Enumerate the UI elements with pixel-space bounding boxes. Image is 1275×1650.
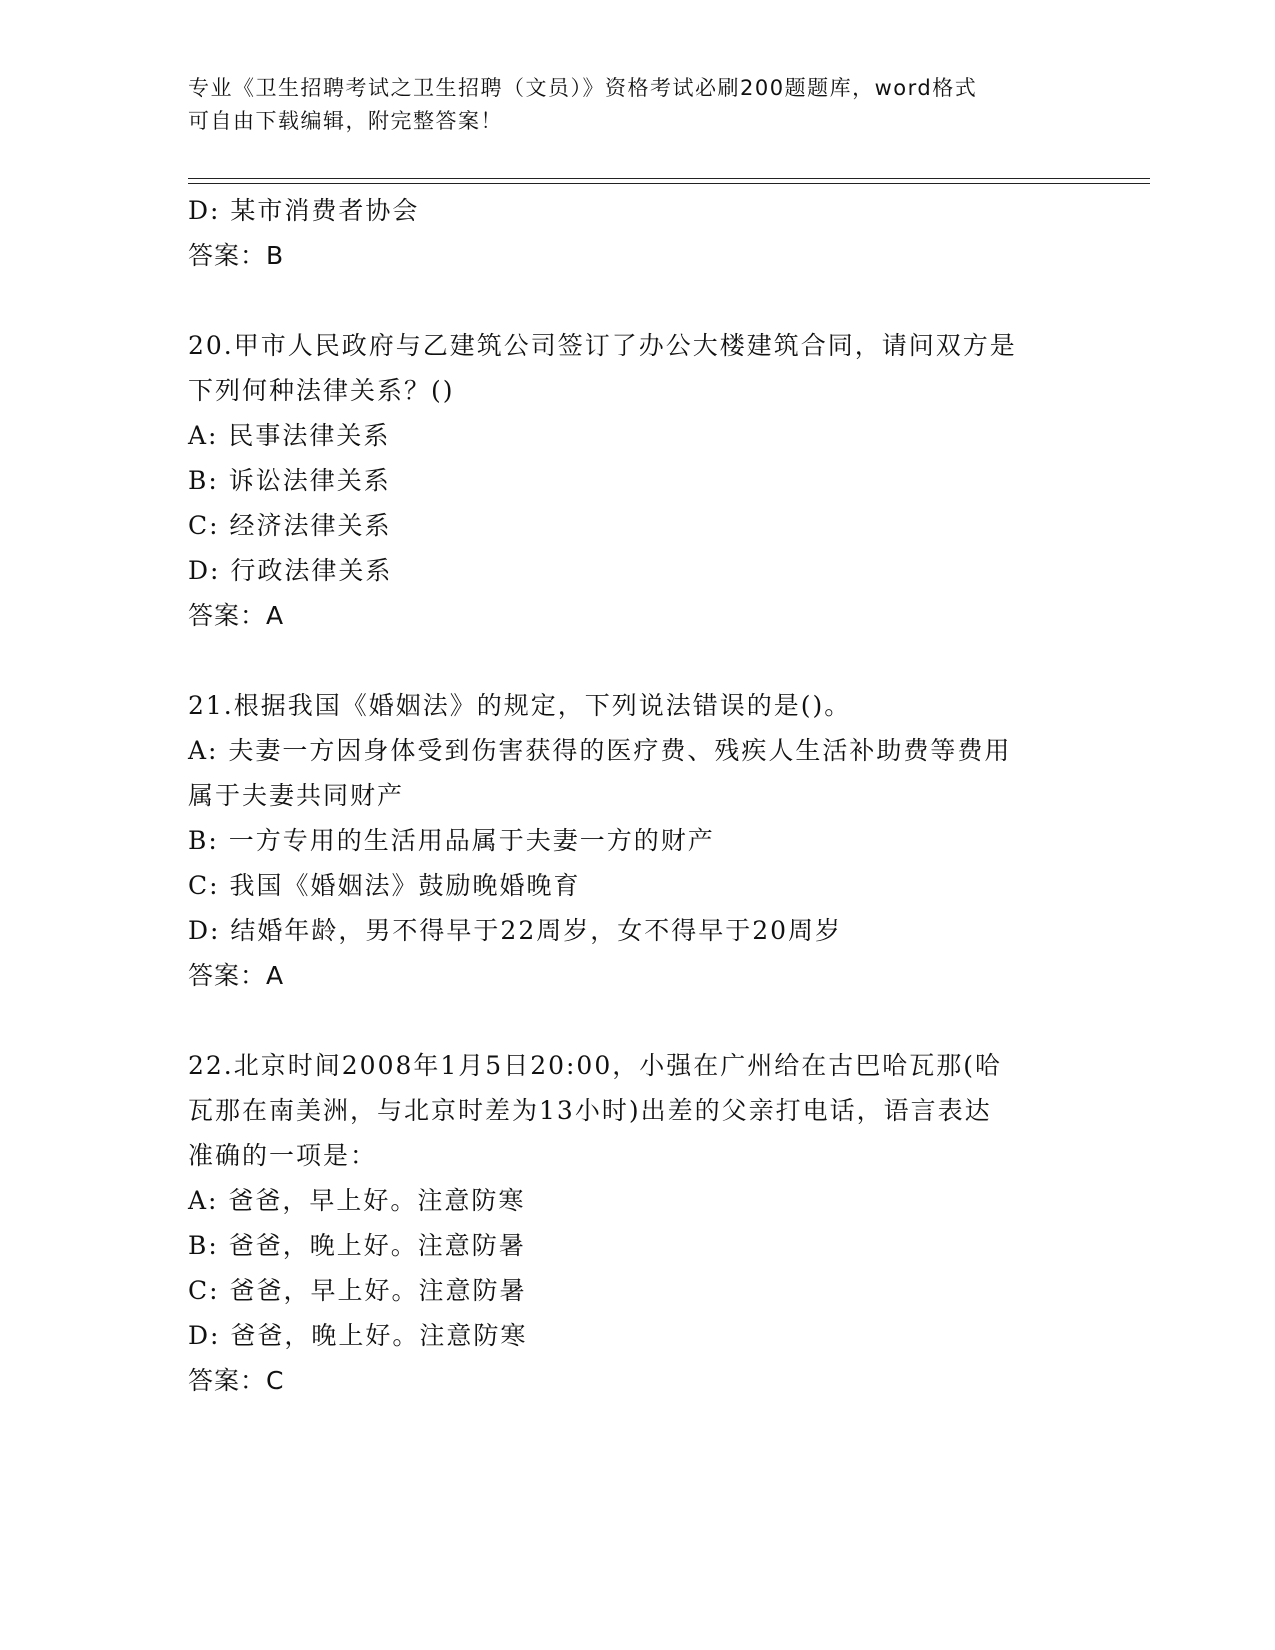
spacer (188, 998, 1088, 1043)
answer-line: 答案：B (188, 241, 285, 270)
header-divider-bottom (188, 183, 1150, 184)
option-d: D: 某市消费者协会 (188, 196, 420, 225)
option-a: A: 爸爸，早上好。注意防寒 (188, 1186, 526, 1215)
question-21 (188, 683, 1088, 998)
spacer (188, 638, 1088, 683)
option-a-continued: 属于夫妻共同财产 (188, 781, 405, 810)
question-stem: 21.根据我国《婚姻法》的规定，下列说法错误的是()。 (188, 691, 852, 720)
option-b: B: 诉讼法律关系 (188, 466, 391, 495)
question-22 (188, 1043, 1088, 1403)
header-line-2: 可自由下载编辑，附完整答案！ (188, 109, 503, 133)
question-19-tail (188, 188, 1088, 278)
question-20 (188, 323, 1088, 638)
header-divider-top (188, 178, 1150, 179)
option-b: B: 一方专用的生活用品属于夫妻一方的财产 (188, 826, 715, 855)
option-a: A: 民事法律关系 (188, 421, 391, 450)
spacer (188, 278, 1088, 323)
answer-line: 答案：C (188, 1366, 285, 1395)
option-c: C: 爸爸，早上好。注意防暑 (188, 1276, 527, 1305)
question-stem-continued: 准确的一项是： (188, 1141, 378, 1170)
option-d: D: 行政法律关系 (188, 556, 393, 585)
question-content (188, 188, 1088, 1403)
question-stem-continued: 下列何种法律关系？() (188, 376, 455, 405)
answer-line: 答案：A (188, 601, 285, 630)
option-c: C: 我国《婚姻法》鼓励晚婚晚育 (188, 871, 581, 900)
answer-line: 答案：A (188, 961, 285, 990)
question-stem-continued: 瓦那在南美洲，与北京时差为13小时)出差的父亲打电话，语言表达 (188, 1096, 992, 1125)
option-b: B: 爸爸，晚上好。注意防暑 (188, 1231, 526, 1260)
question-stem: 20.甲市人民政府与乙建筑公司签订了办公大楼建筑合同，请问双方是 (188, 331, 1017, 360)
question-stem: 22.北京时间2008年1月5日20:00，小强在广州给在古巴哈瓦那(哈 (188, 1051, 1002, 1080)
page-header (188, 72, 1088, 138)
option-a: A: 夫妻一方因身体受到伤害获得的医疗费、残疾人生活补助费等费用 (188, 736, 1012, 765)
option-c: C: 经济法律关系 (188, 511, 392, 540)
option-d: D: 结婚年龄，男不得早于22周岁，女不得早于20周岁 (188, 916, 843, 945)
header-line-1: 专业《卫生招聘考试之卫生招聘（文员）》资格考试必刷200题题库，word格式 (188, 76, 978, 100)
option-d: D: 爸爸，晚上好。注意防寒 (188, 1321, 528, 1350)
